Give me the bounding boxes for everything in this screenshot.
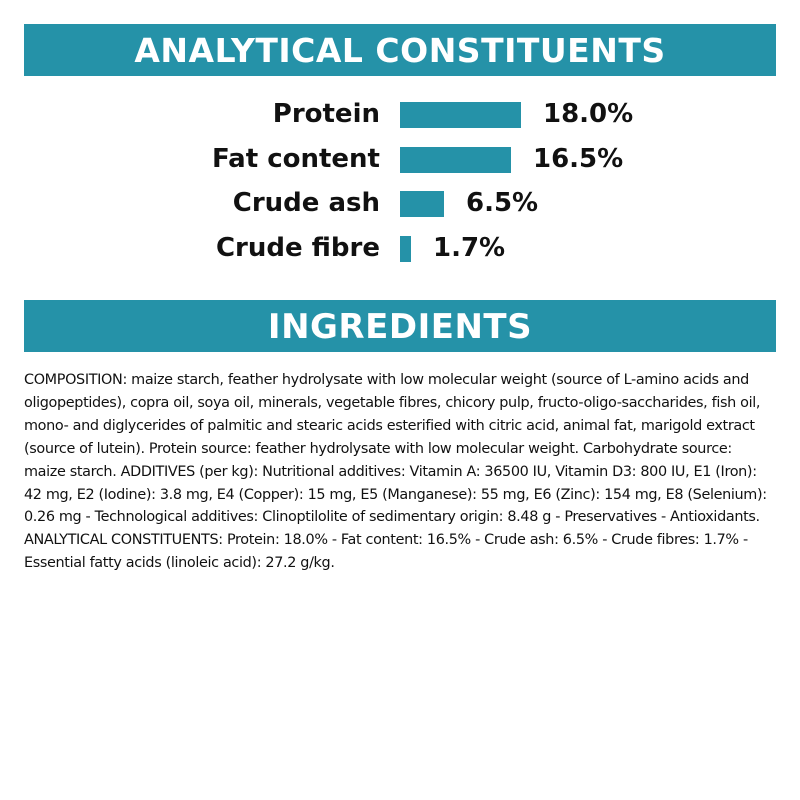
nutrient-label: Protein [272,99,380,129]
nutrient-value-label: 6.5% [466,188,539,218]
nutrient-label: Crude ash [232,188,380,218]
nutrient-row [0,226,800,270]
nutrient-label: Crude fibre [215,232,380,263]
analytical-constituents-heading: ANALYTICAL CONSTITUENTS [24,24,776,76]
nutrient-label: Fat content [211,143,380,174]
nutrient-row [0,92,800,136]
nutrient-bar [400,191,444,217]
nutrient-value-label: 16.5% [533,143,624,174]
nutrient-row [0,181,800,225]
ingredients-heading: INGREDIENTS [24,300,776,352]
nutrient-bar [400,147,511,173]
ingredients-composition-text: COMPOSITION: maize starch, feather hydrolysate with low molecular weight (source of L-amino acids and oligopeptides), copra oil, soya oil, minerals, vegetable fibres, chicory pulp, fructo-oligo-saccharides, fish oil, mono- and diglycerides of palmitic and stearic acids esterified with citric acid, animal fat, marigold extract (source of lutein). Protein source: feather hydrolysate with low molecular weight. Carbohydrate source: maize starch. ADDITIVES (per kg): Nutritional additives: Vitamin A: 36500 IU, Vitamin D3: 800 IU, E1 (Iron): 42 mg, E2 (Iodine): 3.8 mg, E4 (Copper): 15 mg, E5 (Manganese): 55 mg, E6 (Zinc): 154 mg, E8 (Selenium): 0.26 mg - Technological additives: Clinoptilolite of sedimentary origin: 8.48 g - Preservatives - Antioxidants. ANALYTICAL CONSTITUENTS: Protein: 18.0% - Fat content: 16.5% - Crude ash: 6.5% - Crude fibres: 1.7% - Essential fatty acids (linoleic acid): 27.2 g/kg. [24,372,767,572]
nutrient-bar [400,236,411,262]
nutrient-bar [400,102,521,128]
nutrient-value-label: 1.7% [433,232,506,263]
analytical-constituents-chart [0,92,800,272]
nutrient-value-label: 18.0% [543,99,634,129]
nutrient-row [0,137,800,181]
